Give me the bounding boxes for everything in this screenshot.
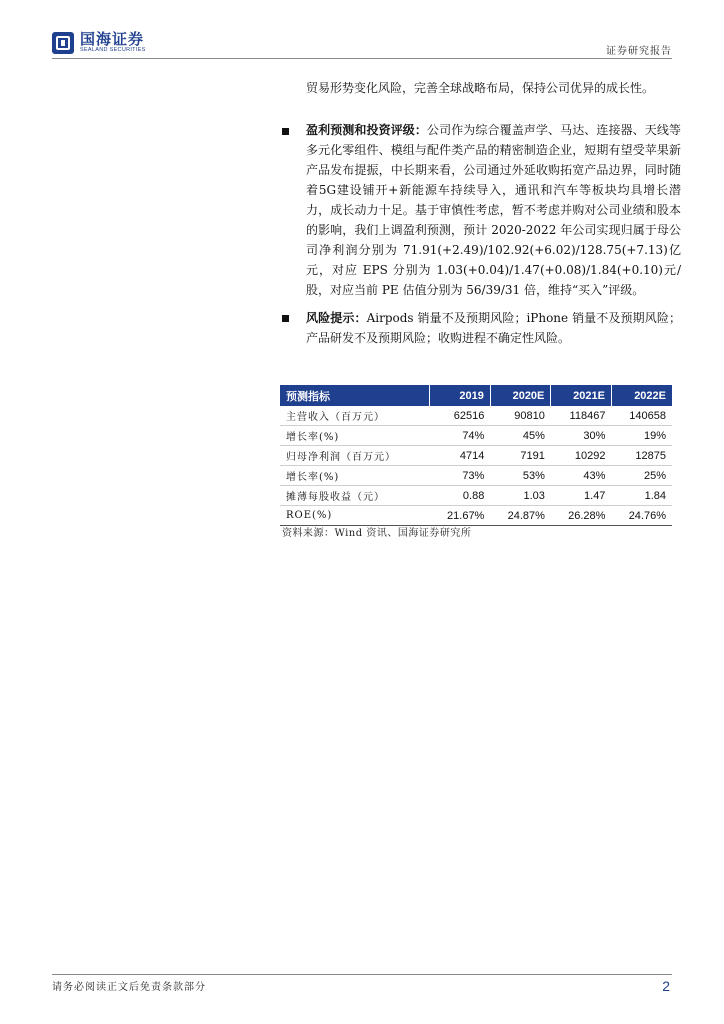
table-cell: 4714 xyxy=(430,446,491,466)
footer-divider xyxy=(52,974,672,975)
table-cell: 45% xyxy=(490,426,551,446)
table-cell: 19% xyxy=(611,426,672,446)
table-cell: 118467 xyxy=(551,406,612,426)
page-header xyxy=(0,0,724,60)
risk-paragraph xyxy=(306,308,681,348)
table-header-row xyxy=(280,385,672,406)
table-row xyxy=(280,486,672,506)
bullet-square-icon xyxy=(282,128,289,135)
table-header-cell: 预测指标 xyxy=(280,385,430,406)
report-type-label: 证券研究报告 xyxy=(606,46,672,57)
sealand-logo-icon xyxy=(52,32,74,54)
logo-name-cn: 国海证券 xyxy=(80,30,145,48)
table-cell: 74% xyxy=(430,426,491,446)
table-row xyxy=(280,466,672,486)
table-cell: 21.67% xyxy=(430,506,491,526)
table-header-cell: 2022E xyxy=(611,385,672,406)
table-cell: 增长率(%) xyxy=(280,426,430,446)
page-number: 2 xyxy=(662,978,670,994)
table-cell: 62516 xyxy=(430,406,491,426)
company-logo xyxy=(52,32,146,54)
forecast-paragraph xyxy=(306,120,681,300)
table-row xyxy=(280,506,672,526)
forecast-table xyxy=(280,385,672,526)
table-header-cell: 2020E xyxy=(490,385,551,406)
table-cell: 主营收入（百万元） xyxy=(280,406,430,426)
risk-lead: 风险提示： xyxy=(306,311,367,325)
table-cell: 140658 xyxy=(611,406,672,426)
table-row xyxy=(280,446,672,466)
table-cell: 7191 xyxy=(490,446,551,466)
forecast-body: 公司作为综合覆盖声学、马达、连接器、天线等多元化零组件、模组与配件类产品的精密制造企业，短期有望受苹果新产品发布提振，中长期来看，公司通过外延收购拓宽产品边界，同时随着5G建设铺开+新能源车持续导入，通讯和汽车等板块均具增长潜力，成长动力十足。基于审慎性考虑，暂不考虑并购对公司业绩和股本的影响，我们上调盈利预测，预计 2020-2022 年公司实现归属于母公司净利润分别为 71.91(+2.49)/102.92(+6.02)/128.75(+7.13)亿元，对应 EPS 分别为 1.03(+0.04)/1.47(+0.08)/1.84(+0.10)元/股，对应当前 PE 估值分别为 56/39/31 倍，维持“买入”评级。 xyxy=(306,123,681,297)
table-header-cell: 2021E xyxy=(551,385,612,406)
table-cell: 73% xyxy=(430,466,491,486)
logo-name-en: SEALAND SECURITIES xyxy=(80,47,146,53)
table-row xyxy=(280,426,672,446)
table-source-note: 资料来源：Wind 资讯、国海证券研究所 xyxy=(282,528,472,539)
table-row xyxy=(280,406,672,426)
forecast-lead: 盈利预测和投资评级： xyxy=(306,123,427,137)
table-cell: 摊薄每股收益（元） xyxy=(280,486,430,506)
table-cell: 24.76% xyxy=(611,506,672,526)
table-cell: 0.88 xyxy=(430,486,491,506)
intro-paragraph: 贸易形势变化风险，完善全球战略布局，保持公司优异的成长性。 xyxy=(306,81,655,95)
table-cell: 26.28% xyxy=(551,506,612,526)
logo-text xyxy=(80,32,146,54)
table-cell: 43% xyxy=(551,466,612,486)
table-cell: 53% xyxy=(490,466,551,486)
table-cell: 25% xyxy=(611,466,672,486)
table-cell: 归母净利润（百万元） xyxy=(280,446,430,466)
table-cell: ROE(%) xyxy=(280,506,430,526)
table-cell: 1.03 xyxy=(490,486,551,506)
table-header-cell: 2019 xyxy=(430,385,491,406)
table-cell: 10292 xyxy=(551,446,612,466)
risk-body: Airpods 销量不及预期风险；iPhone 销量不及预期风险；产品研发不及预期风险；收购进程不确定性风险。 xyxy=(306,311,681,345)
table-cell: 增长率(%) xyxy=(280,466,430,486)
footer-disclaimer: 请务必阅读正文后免责条款部分 xyxy=(52,982,206,993)
bullet-square-icon xyxy=(282,315,289,322)
table-cell: 30% xyxy=(551,426,612,446)
table-cell: 90810 xyxy=(490,406,551,426)
table-cell: 24.87% xyxy=(490,506,551,526)
table-cell: 1.47 xyxy=(551,486,612,506)
table-cell: 1.84 xyxy=(611,486,672,506)
table-cell: 12875 xyxy=(611,446,672,466)
header-divider xyxy=(52,58,672,59)
